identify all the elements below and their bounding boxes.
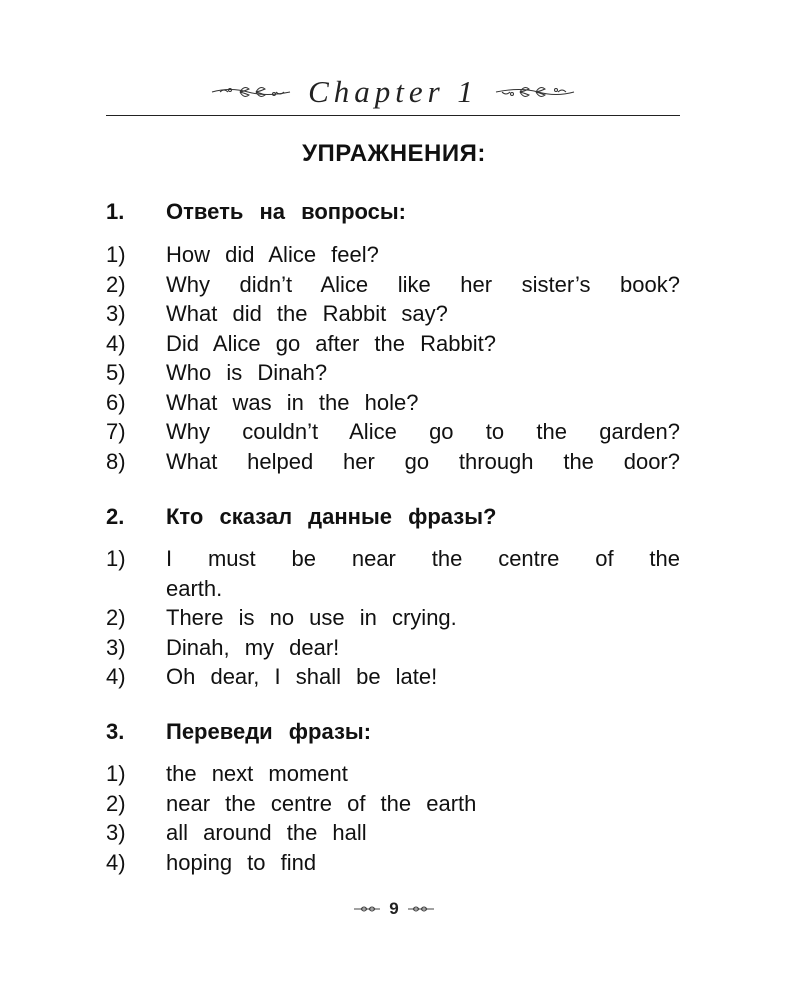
small-flourish-icon — [407, 904, 435, 914]
section-heading-2 — [106, 504, 496, 530]
list-item — [106, 603, 680, 633]
item-text: near the centre of the earth — [166, 790, 477, 816]
item-text: What was in the hole? — [166, 389, 419, 415]
item-text: There is no use in crying. — [166, 605, 457, 630]
item-text-wrapper — [166, 544, 680, 603]
item-text: the next moment — [166, 761, 348, 786]
section-number: 1. — [106, 199, 125, 224]
list-item — [106, 299, 680, 329]
floral-flourish-icon — [210, 83, 292, 101]
item-number: 2) — [106, 790, 126, 816]
item-number: 1) — [106, 546, 126, 571]
item-number: 1) — [106, 761, 126, 786]
list-item — [106, 818, 680, 848]
list-item — [106, 388, 680, 418]
list-item — [106, 789, 680, 819]
list-item — [106, 358, 680, 388]
section-number: 3. — [106, 719, 125, 744]
list-item — [106, 544, 680, 603]
page-number: 9 — [389, 899, 399, 918]
section-heading-3 — [106, 719, 371, 745]
list-item — [106, 240, 680, 270]
item-number: 4) — [106, 849, 126, 875]
item-number: 3) — [106, 820, 126, 845]
item-text-continued: earth. — [166, 575, 223, 601]
list-item — [106, 270, 680, 300]
chapter-label: Chapter 1 — [308, 74, 478, 109]
item-number: 2) — [106, 605, 126, 630]
small-flourish-icon — [353, 904, 381, 914]
item-number: 2) — [106, 271, 126, 297]
item-number: 3) — [106, 634, 126, 660]
section-heading-text: Кто сказал данные фразы? — [166, 504, 497, 529]
list-item — [106, 447, 680, 477]
item-text: Why couldn’t Alice go to the garden? — [166, 419, 680, 444]
translate-list — [106, 759, 680, 877]
item-number: 6) — [106, 389, 126, 415]
item-text: Who is Dinah? — [166, 360, 328, 385]
item-text: Why didn’t Alice like her sister’s book? — [166, 271, 680, 297]
item-text: How did Alice feel? — [166, 242, 379, 267]
item-text: Did Alice go after the Rabbit? — [166, 330, 496, 356]
list-item — [106, 662, 680, 692]
item-number: 5) — [106, 360, 126, 385]
item-number: 3) — [106, 301, 126, 326]
list-item — [106, 633, 680, 663]
list-item — [106, 417, 680, 447]
item-number: 4) — [106, 330, 126, 356]
item-text: hoping to find — [166, 849, 317, 875]
item-text: Dinah, my dear! — [166, 634, 340, 660]
item-text: I must be near the centre of the — [166, 546, 680, 571]
section-heading-text: Ответь на вопросы: — [166, 199, 407, 224]
section-heading-1 — [106, 199, 406, 225]
running-header — [106, 72, 680, 112]
section-number: 2. — [106, 504, 125, 529]
question-list — [106, 240, 680, 476]
header-rule — [106, 115, 680, 116]
item-text: What did the Rabbit say? — [166, 301, 448, 326]
item-number: 4) — [106, 664, 126, 689]
item-number: 1) — [106, 242, 126, 267]
item-number: 7) — [106, 419, 126, 444]
list-item — [106, 329, 680, 359]
section-heading-text: Переведи фразы: — [166, 719, 372, 744]
item-text: Oh dear, I shall be late! — [166, 664, 438, 689]
page-number-footer — [0, 899, 788, 919]
phrase-list — [106, 544, 680, 692]
item-number: 8) — [106, 448, 126, 474]
item-text: What helped her go through the door? — [166, 448, 680, 474]
floral-flourish-icon — [494, 83, 576, 101]
list-item — [106, 848, 680, 878]
page-title: УПРАЖНЕНИЯ: — [302, 140, 486, 167]
item-text: all around the hall — [166, 820, 367, 845]
list-item — [106, 759, 680, 789]
